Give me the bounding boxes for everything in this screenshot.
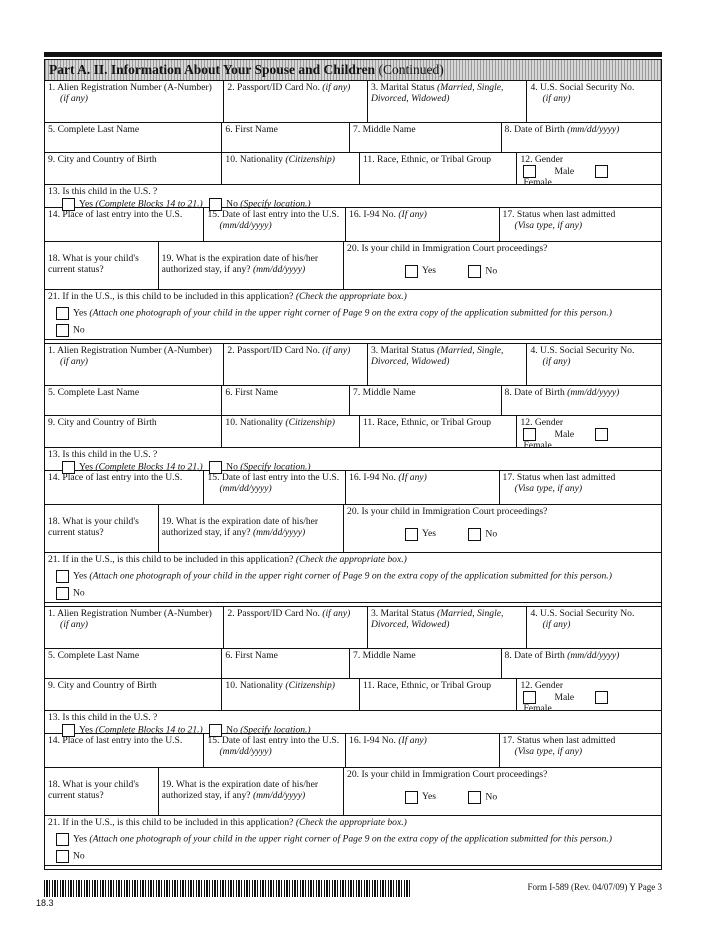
f13-yes-label: Yes [79, 724, 93, 736]
entry-place-field[interactable] [45, 208, 204, 241]
f7-label: 7. Middle Name [353, 124, 416, 135]
a-number-field[interactable] [45, 607, 224, 648]
dob-field[interactable] [502, 386, 661, 415]
f2-sub-label: (if any) [322, 82, 351, 93]
yes-label: Yes [422, 265, 437, 277]
female-label: Female [523, 440, 552, 451]
f5-label: 5. Complete Last Name [48, 124, 140, 135]
f3-label: 3. Marital Status [370, 608, 435, 619]
f13-no-label: No [226, 198, 238, 210]
i94-field[interactable] [346, 471, 500, 504]
include-question [45, 816, 661, 865]
f4-sub-label: (if any) [542, 618, 571, 630]
female-label: Female [523, 177, 552, 188]
f5-label: 5. Complete Last Name [48, 387, 140, 398]
f4-sub-label: (if any) [542, 355, 571, 367]
status-admitted-field[interactable] [500, 734, 661, 767]
f12-label: 12. Gender [520, 680, 564, 691]
nationality-field[interactable] [222, 153, 360, 184]
female-checkbox[interactable] [595, 691, 608, 704]
first-name-field[interactable] [222, 123, 350, 152]
f12-label: 12. Gender [520, 154, 564, 165]
f17-sub-label: (Visa type, if any) [514, 745, 583, 757]
f17-label: 17. Status when last admitted [502, 209, 616, 220]
current-status-field[interactable] [45, 768, 159, 815]
male-label: Male [554, 165, 575, 177]
status-admitted-field[interactable] [500, 471, 661, 504]
court-no-checkbox[interactable] [468, 791, 481, 804]
f13-yes-sub-label: (Complete Blocks 14 to 21.) [95, 724, 203, 736]
a-number-field[interactable] [45, 344, 224, 385]
yes-label: Yes [422, 791, 437, 803]
barcode-number: 18.3 [36, 898, 54, 908]
f21-label: 21. If in the U.S., is this child to be included in this application? [48, 291, 294, 302]
first-name-field[interactable] [222, 649, 350, 678]
f21-sub-label: (Check the appropriate box.) [295, 554, 407, 565]
male-label: Male [554, 691, 575, 703]
f1-label: 1. Alien Registration Number (A-Number) [48, 608, 212, 619]
birthplace-field[interactable] [45, 416, 222, 447]
nationality-field[interactable] [222, 416, 360, 447]
f10-sub-label: (Citizenship) [285, 154, 335, 165]
passport-field[interactable] [224, 344, 368, 385]
top-rule [44, 52, 662, 57]
include-question [45, 553, 661, 602]
race-field[interactable] [360, 153, 517, 184]
f6-label: 6. First Name [225, 650, 278, 661]
include-no-checkbox[interactable] [56, 324, 69, 337]
f8-label: 8. Date of Birth [504, 387, 565, 398]
f16-label: 16. I-94 No. [349, 472, 396, 483]
f13-yes-sub-label: (Complete Blocks 14 to 21.) [95, 198, 203, 210]
form-footer [36, 880, 662, 908]
f13-no-sub-label: (Specify location.) [240, 198, 311, 210]
barcode [44, 880, 412, 897]
f2-sub-label: (if any) [322, 608, 351, 619]
f21-no-label: No [73, 587, 85, 599]
f1-sub-label: (if any) [60, 355, 88, 367]
f17-sub-label: (Visa type, if any) [514, 219, 583, 231]
f9-label: 9. City and Country of Birth [48, 154, 157, 165]
f2-label: 2. Passport/ID Card No. [227, 345, 320, 356]
f21-no-label: No [73, 324, 85, 336]
gender-field [517, 416, 661, 451]
f17-label: 17. Status when last admitted [502, 472, 616, 483]
birthplace-field[interactable] [45, 153, 222, 184]
yes-label: Yes [422, 528, 437, 540]
f19-label: 19. What is the expiration date of his/her authorized stay, if any? [161, 516, 319, 538]
f3-sub-label: (Married, Single, Divorced, Widowed) [370, 608, 504, 630]
f3-sub-label: (Married, Single, Divorced, Widowed) [370, 345, 504, 367]
f18-label: 18. What is your child's current status? [48, 253, 139, 275]
f13-no-sub-label: (Specify location.) [240, 461, 311, 473]
f14-label: 14. Place of last entry into the U.S. [48, 735, 183, 746]
a-number-field[interactable] [45, 81, 224, 122]
f21-label: 21. If in the U.S., is this child to be included in this application? [48, 554, 294, 565]
f20-label: 20. Is your child in Immigration Court proceedings? [347, 243, 548, 254]
middle-name-field[interactable] [350, 123, 502, 152]
include-yes-checkbox[interactable] [56, 570, 69, 583]
ssn-field[interactable] [527, 344, 661, 385]
children-blocks [44, 81, 662, 870]
f8-sub-label: (mm/dd/yyyy) [567, 124, 620, 135]
child-block [44, 607, 662, 870]
f1-sub-label: (if any) [60, 92, 88, 104]
f21-yes-sub-label: (Attach one photograph of your child in the upper right corner of Page 9 on the extra copy of the application submitted for this person.) [89, 833, 612, 845]
f1-label: 1. Alien Registration Number (A-Number) [48, 82, 212, 93]
in-us-question [45, 448, 661, 473]
banner-title: Part A. II. Information About Your Spouse and Children [49, 62, 376, 77]
f12-label: 12. Gender [520, 417, 564, 428]
race-field[interactable] [360, 679, 517, 710]
block-separator [45, 866, 661, 870]
section-banner [44, 59, 662, 81]
f13-yes-label: Yes [79, 198, 93, 210]
f15-label: 15. Date of last entry into the U.S. [207, 735, 340, 746]
f21-yes-label: Yes [73, 570, 87, 582]
marital-status-field[interactable] [368, 344, 527, 385]
f19-sub-label: (mm/dd/yyyy) [252, 789, 306, 801]
f17-sub-label: (Visa type, if any) [514, 482, 583, 494]
expiration-field[interactable] [159, 768, 344, 815]
child-block [44, 81, 662, 344]
in-us-question [45, 711, 661, 736]
ssn-field[interactable] [527, 81, 661, 122]
female-label: Female [523, 703, 552, 714]
f17-label: 17. Status when last admitted [502, 735, 616, 746]
no-label: No [485, 528, 498, 540]
current-status-field[interactable] [45, 242, 159, 289]
f16-sub-label: (If any) [398, 209, 427, 220]
f8-sub-label: (mm/dd/yyyy) [567, 387, 620, 398]
dob-field[interactable] [502, 123, 661, 152]
f3-sub-label: (Married, Single, Divorced, Widowed) [370, 82, 504, 104]
middle-name-field[interactable] [350, 386, 502, 415]
f8-label: 8. Date of Birth [504, 124, 565, 135]
f18-label: 18. What is your child's current status? [48, 779, 139, 801]
f2-label: 2. Passport/ID Card No. [227, 82, 320, 93]
f21-sub-label: (Check the appropriate box.) [295, 291, 407, 302]
include-question [45, 290, 661, 339]
f21-no-label: No [73, 850, 85, 862]
f20-label: 20. Is your child in Immigration Court proceedings? [347, 769, 548, 780]
f2-label: 2. Passport/ID Card No. [227, 608, 320, 619]
f15-label: 15. Date of last entry into the U.S. [207, 209, 340, 220]
entry-date-field[interactable] [204, 734, 346, 767]
gender-field [517, 679, 661, 714]
gender-field [517, 153, 661, 188]
ssn-field[interactable] [527, 607, 661, 648]
form-page [44, 52, 662, 870]
f13-label: 13. Is this child in the U.S. ? [48, 712, 158, 723]
entry-place-field[interactable] [45, 471, 204, 504]
marital-status-field[interactable] [368, 607, 527, 648]
f1-sub-label: (if any) [60, 618, 88, 630]
f21-yes-label: Yes [73, 307, 87, 319]
no-label: No [485, 791, 498, 803]
f6-label: 6. First Name [225, 124, 278, 135]
last-name-field[interactable] [45, 386, 222, 415]
court-no-checkbox[interactable] [468, 528, 481, 541]
f19-sub-label: (mm/dd/yyyy) [252, 263, 306, 275]
f16-label: 16. I-94 No. [349, 735, 396, 746]
child-block [44, 344, 662, 607]
f9-label: 9. City and Country of Birth [48, 680, 157, 691]
f8-sub-label: (mm/dd/yyyy) [567, 650, 620, 661]
f10-label: 10. Nationality [225, 680, 283, 691]
f16-sub-label: (If any) [398, 472, 427, 483]
court-no-checkbox[interactable] [468, 265, 481, 278]
nationality-field[interactable] [222, 679, 360, 710]
expiration-field[interactable] [159, 505, 344, 552]
f15-label: 15. Date of last entry into the U.S. [207, 472, 340, 483]
passport-field[interactable] [224, 607, 368, 648]
f21-yes-sub-label: (Attach one photograph of your child in the upper right corner of Page 9 on the extra copy of the application submitted for this person.) [89, 307, 612, 319]
form-id: Form I-589 (Rev. 04/07/09) Y Page 3 [527, 882, 662, 892]
f4-label: 4. U.S. Social Security No. [530, 345, 635, 356]
f20-label: 20. Is your child in Immigration Court proceedings? [347, 506, 548, 517]
in-us-question [45, 185, 661, 210]
f15-sub-label: (mm/dd/yyyy) [219, 219, 272, 231]
f4-label: 4. U.S. Social Security No. [530, 608, 635, 619]
f2-sub-label: (if any) [322, 345, 351, 356]
f15-sub-label: (mm/dd/yyyy) [219, 482, 272, 494]
f10-label: 10. Nationality [225, 417, 283, 428]
last-name-field[interactable] [45, 123, 222, 152]
f14-label: 14. Place of last entry into the U.S. [48, 472, 183, 483]
f16-sub-label: (If any) [398, 735, 427, 746]
court-proceedings-field [344, 242, 661, 289]
male-label: Male [554, 428, 575, 440]
first-name-field[interactable] [222, 386, 350, 415]
court-yes-checkbox[interactable] [405, 528, 418, 541]
f15-sub-label: (mm/dd/yyyy) [219, 745, 272, 757]
entry-date-field[interactable] [204, 471, 346, 504]
f19-sub-label: (mm/dd/yyyy) [252, 526, 306, 538]
current-status-field[interactable] [45, 505, 159, 552]
status-admitted-field[interactable] [500, 208, 661, 241]
f13-no-sub-label: (Specify location.) [240, 724, 311, 736]
f6-label: 6. First Name [225, 387, 278, 398]
f10-label: 10. Nationality [225, 154, 283, 165]
include-no-checkbox[interactable] [56, 587, 69, 600]
middle-name-field[interactable] [350, 649, 502, 678]
banner-continued: (Continued) [378, 62, 444, 77]
last-name-field[interactable] [45, 649, 222, 678]
female-checkbox[interactable] [595, 165, 608, 178]
f19-label: 19. What is the expiration date of his/her authorized stay, if any? [161, 779, 319, 801]
f3-label: 3. Marital Status [370, 82, 435, 93]
f4-label: 4. U.S. Social Security No. [530, 82, 635, 93]
f21-sub-label: (Check the appropriate box.) [295, 817, 407, 828]
f13-yes-label: Yes [79, 461, 93, 473]
f10-sub-label: (Citizenship) [285, 680, 335, 691]
f7-label: 7. Middle Name [353, 650, 416, 661]
marital-status-field[interactable] [368, 81, 527, 122]
f13-yes-sub-label: (Complete Blocks 14 to 21.) [95, 461, 203, 473]
race-field[interactable] [360, 416, 517, 447]
f13-label: 13. Is this child in the U.S. ? [48, 449, 158, 460]
f9-label: 9. City and Country of Birth [48, 417, 157, 428]
no-label: No [485, 265, 498, 277]
passport-field[interactable] [224, 81, 368, 122]
f13-no-label: No [226, 724, 238, 736]
f13-label: 13. Is this child in the U.S. ? [48, 186, 158, 197]
female-checkbox[interactable] [595, 428, 608, 441]
include-yes-checkbox[interactable] [56, 307, 69, 320]
f5-label: 5. Complete Last Name [48, 650, 140, 661]
f3-label: 3. Marital Status [370, 345, 435, 356]
expiration-field[interactable] [159, 242, 344, 289]
f11-label: 11. Race, Ethnic, or Tribal Group [362, 417, 492, 428]
court-yes-checkbox[interactable] [405, 791, 418, 804]
f13-no-label: No [226, 461, 238, 473]
f4-sub-label: (if any) [542, 92, 571, 104]
f19-label: 19. What is the expiration date of his/her authorized stay, if any? [161, 253, 319, 275]
include-yes-checkbox[interactable] [56, 833, 69, 846]
i94-field[interactable] [346, 208, 500, 241]
f18-label: 18. What is your child's current status? [48, 516, 139, 538]
f1-label: 1. Alien Registration Number (A-Number) [48, 345, 212, 356]
dob-field[interactable] [502, 649, 661, 678]
entry-date-field[interactable] [204, 208, 346, 241]
include-no-checkbox[interactable] [56, 850, 69, 863]
court-proceedings-field [344, 768, 661, 815]
i94-field[interactable] [346, 734, 500, 767]
f10-sub-label: (Citizenship) [285, 417, 335, 428]
f11-label: 11. Race, Ethnic, or Tribal Group [362, 680, 492, 691]
f14-label: 14. Place of last entry into the U.S. [48, 209, 183, 220]
f11-label: 11. Race, Ethnic, or Tribal Group [362, 154, 492, 165]
f21-yes-label: Yes [73, 833, 87, 845]
court-yes-checkbox[interactable] [405, 265, 418, 278]
court-proceedings-field [344, 505, 661, 552]
f16-label: 16. I-94 No. [349, 209, 396, 220]
f8-label: 8. Date of Birth [504, 650, 565, 661]
f21-yes-sub-label: (Attach one photograph of your child in the upper right corner of Page 9 on the extra copy of the application submitted for this person.) [89, 570, 612, 582]
entry-place-field[interactable] [45, 734, 204, 767]
birthplace-field[interactable] [45, 679, 222, 710]
f7-label: 7. Middle Name [353, 387, 416, 398]
f21-label: 21. If in the U.S., is this child to be included in this application? [48, 817, 294, 828]
